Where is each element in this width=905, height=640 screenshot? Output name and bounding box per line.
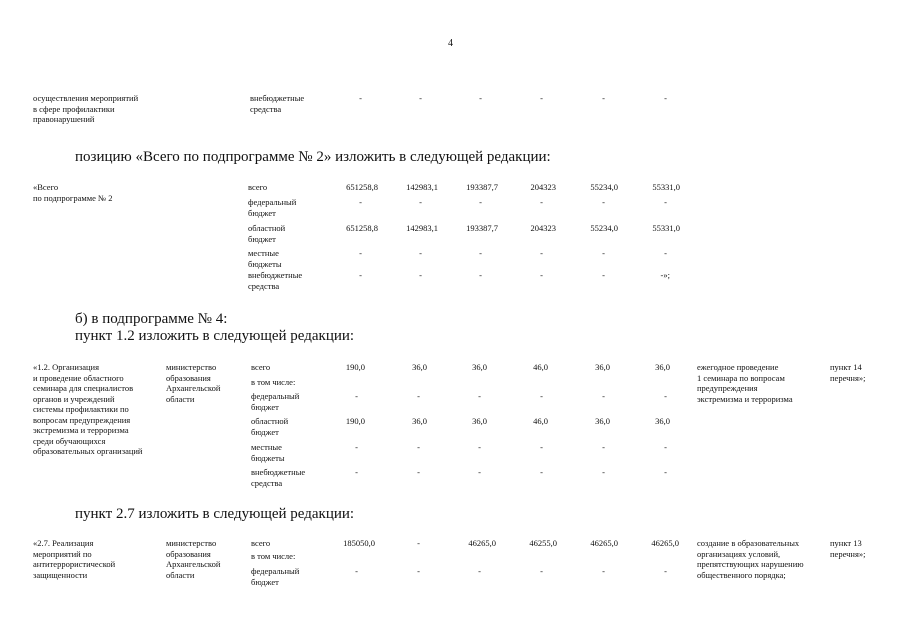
block2-row2-val2: - bbox=[478, 391, 481, 401]
block3-row0-val3: 46255,0 bbox=[529, 538, 557, 548]
block2-label: «1.2. Организация и проведение областного семинара для специалистов органов и учреждений системы профилактики по вопросам предупреждения экстремизма и терроризма среди обучающихся образовательных организаций bbox=[33, 362, 143, 456]
block1-row4-val4: - bbox=[602, 270, 605, 280]
block2-row1-source: в том числе: bbox=[251, 377, 296, 387]
block1-row1-val5: - bbox=[664, 197, 667, 207]
heading-subprogram-4: б) в подпрограмме № 4: bbox=[75, 311, 228, 327]
block0-row0-val4: - bbox=[602, 93, 605, 103]
block2-row2-val5: - bbox=[664, 391, 667, 401]
block0-row0-source: внебюджетные средства bbox=[250, 93, 305, 114]
block2-row3-val5: 36,0 bbox=[655, 416, 670, 426]
block2-row4-val1: - bbox=[417, 442, 420, 452]
block3-row2-val5: - bbox=[664, 566, 667, 576]
block3-row0-val2: 46265,0 bbox=[468, 538, 496, 548]
block2-row3-val3: 46,0 bbox=[533, 416, 548, 426]
block1-row4-val2: - bbox=[479, 270, 482, 280]
block2-reference: пункт 14 перечня»; bbox=[830, 362, 866, 383]
block1-row2-source: областной бюджет bbox=[248, 223, 286, 244]
page-number: 4 bbox=[448, 38, 453, 49]
block3-row1-source: в том числе: bbox=[251, 551, 296, 561]
block2-row5-val0: - bbox=[355, 467, 358, 477]
block1-row1-val2: - bbox=[479, 197, 482, 207]
block2-row4-source: местные бюджеты bbox=[251, 442, 285, 463]
block2-row3-val4: 36,0 bbox=[595, 416, 610, 426]
block1-row0-val0: 651258,8 bbox=[346, 182, 378, 192]
block1-row2-val2: 193387,7 bbox=[466, 223, 498, 233]
block2-row0-val5: 36,0 bbox=[655, 362, 670, 372]
block0-row0-val2: - bbox=[479, 93, 482, 103]
block3-result: создание в образовательных организациях условий, препятствующих нарушению общественного порядка; bbox=[697, 538, 804, 580]
block2-row0-val1: 36,0 bbox=[412, 362, 427, 372]
block2-row2-source: федеральный бюджет bbox=[251, 391, 300, 412]
block3-row2-val0: - bbox=[355, 566, 358, 576]
block1-label: «Всего по подпрограмме № 2 bbox=[33, 182, 113, 203]
block1-row2-val5: 55331,0 bbox=[652, 223, 680, 233]
block3-row2-val4: - bbox=[602, 566, 605, 576]
block2-row5-val2: - bbox=[478, 467, 481, 477]
block2-row5-val4: - bbox=[602, 467, 605, 477]
block2-executor: министерство образования Архангельской области bbox=[166, 362, 221, 404]
block3-row0-source: всего bbox=[251, 538, 271, 548]
block2-row0-val2: 36,0 bbox=[472, 362, 487, 372]
block2-row3-val0: 190,0 bbox=[345, 416, 365, 426]
block3-row0-val0: 185050,0 bbox=[343, 538, 375, 548]
heading-item-2-7: пункт 2.7 изложить в следующей редакции: bbox=[75, 506, 355, 522]
block3-row2-val1: - bbox=[417, 566, 420, 576]
block2-row4-val3: - bbox=[540, 442, 543, 452]
block1-row0-source: всего bbox=[248, 182, 268, 192]
block1-row2-val4: 55234,0 bbox=[590, 223, 618, 233]
block3-label: «2.7. Реализация мероприятий по антитеррористической защищенности bbox=[33, 538, 116, 580]
block3-row0-val5: 46265,0 bbox=[651, 538, 679, 548]
block1-row3-val0: - bbox=[359, 248, 362, 258]
block2-row0-source: всего bbox=[251, 362, 271, 372]
block1-row4-source: внебюджетные средства bbox=[248, 270, 303, 291]
block2-row4-val2: - bbox=[478, 442, 481, 452]
block1-row2-val0: 651258,8 bbox=[346, 223, 378, 233]
block2-row5-val1: - bbox=[417, 467, 420, 477]
block2-row5-val5: - bbox=[664, 467, 667, 477]
block1-row1-val0: - bbox=[359, 197, 362, 207]
block2-row4-val0: - bbox=[355, 442, 358, 452]
block1-row1-val3: - bbox=[540, 197, 543, 207]
block3-row2-source: федеральный бюджет bbox=[251, 566, 300, 587]
block2-row2-val1: - bbox=[417, 391, 420, 401]
block2-row4-val4: - bbox=[602, 442, 605, 452]
block2-row2-val0: - bbox=[355, 391, 358, 401]
block2-row5-val3: - bbox=[540, 467, 543, 477]
block1-row4-val3: - bbox=[540, 270, 543, 280]
block3-row0-val4: 46265,0 bbox=[590, 538, 618, 548]
block0-row0-val3: - bbox=[540, 93, 543, 103]
block3-row2-val3: - bbox=[540, 566, 543, 576]
heading-total-subprogram-2: позицию «Всего по подпрограмме № 2» изложить в следующей редакции: bbox=[75, 149, 551, 165]
block1-row3-val3: - bbox=[540, 248, 543, 258]
block2-row3-source: областной бюджет bbox=[251, 416, 289, 437]
block1-row2-val3: 204323 bbox=[530, 223, 556, 233]
block0-row0-val5: - bbox=[664, 93, 667, 103]
block2-row0-val0: 190,0 bbox=[345, 362, 365, 372]
block2-row0-val4: 36,0 bbox=[595, 362, 610, 372]
block3-row0-val1: - bbox=[417, 538, 420, 548]
block2-row2-val3: - bbox=[540, 391, 543, 401]
block0-row0-val1: - bbox=[419, 93, 422, 103]
block1-row3-val4: - bbox=[602, 248, 605, 258]
block3-row2-val2: - bbox=[478, 566, 481, 576]
block2-row2-val4: - bbox=[602, 391, 605, 401]
block1-row0-val5: 55331,0 bbox=[652, 182, 680, 192]
block3-reference: пункт 13 перечня»; bbox=[830, 538, 866, 559]
block0-row0-val0: - bbox=[359, 93, 362, 103]
block1-row2-val1: 142983,1 bbox=[406, 223, 438, 233]
block2-result: ежегодное проведение 1 семинара по вопросам предупреждения экстремизма и терроризма bbox=[697, 362, 793, 404]
block1-row4-val5: -»; bbox=[660, 270, 670, 280]
heading-item-1-2: пункт 1.2 изложить в следующей редакции: bbox=[75, 328, 355, 344]
block2-row4-val5: - bbox=[664, 442, 667, 452]
block2-row5-source: внебюджетные средства bbox=[251, 467, 306, 488]
block1-row3-val2: - bbox=[479, 248, 482, 258]
block3-executor: министерство образования Архангельской области bbox=[166, 538, 221, 580]
block1-row1-val4: - bbox=[602, 197, 605, 207]
block1-row4-val1: - bbox=[419, 270, 422, 280]
block2-row3-val1: 36,0 bbox=[412, 416, 427, 426]
block1-row0-val2: 193387,7 bbox=[466, 182, 498, 192]
block1-row3-source: местные бюджеты bbox=[248, 248, 282, 269]
block1-row3-val1: - bbox=[419, 248, 422, 258]
block1-row4-val0: - bbox=[359, 270, 362, 280]
block1-row0-val3: 204323 bbox=[530, 182, 556, 192]
block1-row3-val5: - bbox=[664, 248, 667, 258]
block0-label: осуществления мероприятий в сфере профилактики правонарушений bbox=[33, 93, 139, 124]
block1-row1-val1: - bbox=[419, 197, 422, 207]
block1-row0-val1: 142983,1 bbox=[406, 182, 438, 192]
block1-row1-source: федеральный бюджет bbox=[248, 197, 297, 218]
block2-row3-val2: 36,0 bbox=[472, 416, 487, 426]
block1-row0-val4: 55234,0 bbox=[590, 182, 618, 192]
block2-row0-val3: 46,0 bbox=[533, 362, 548, 372]
